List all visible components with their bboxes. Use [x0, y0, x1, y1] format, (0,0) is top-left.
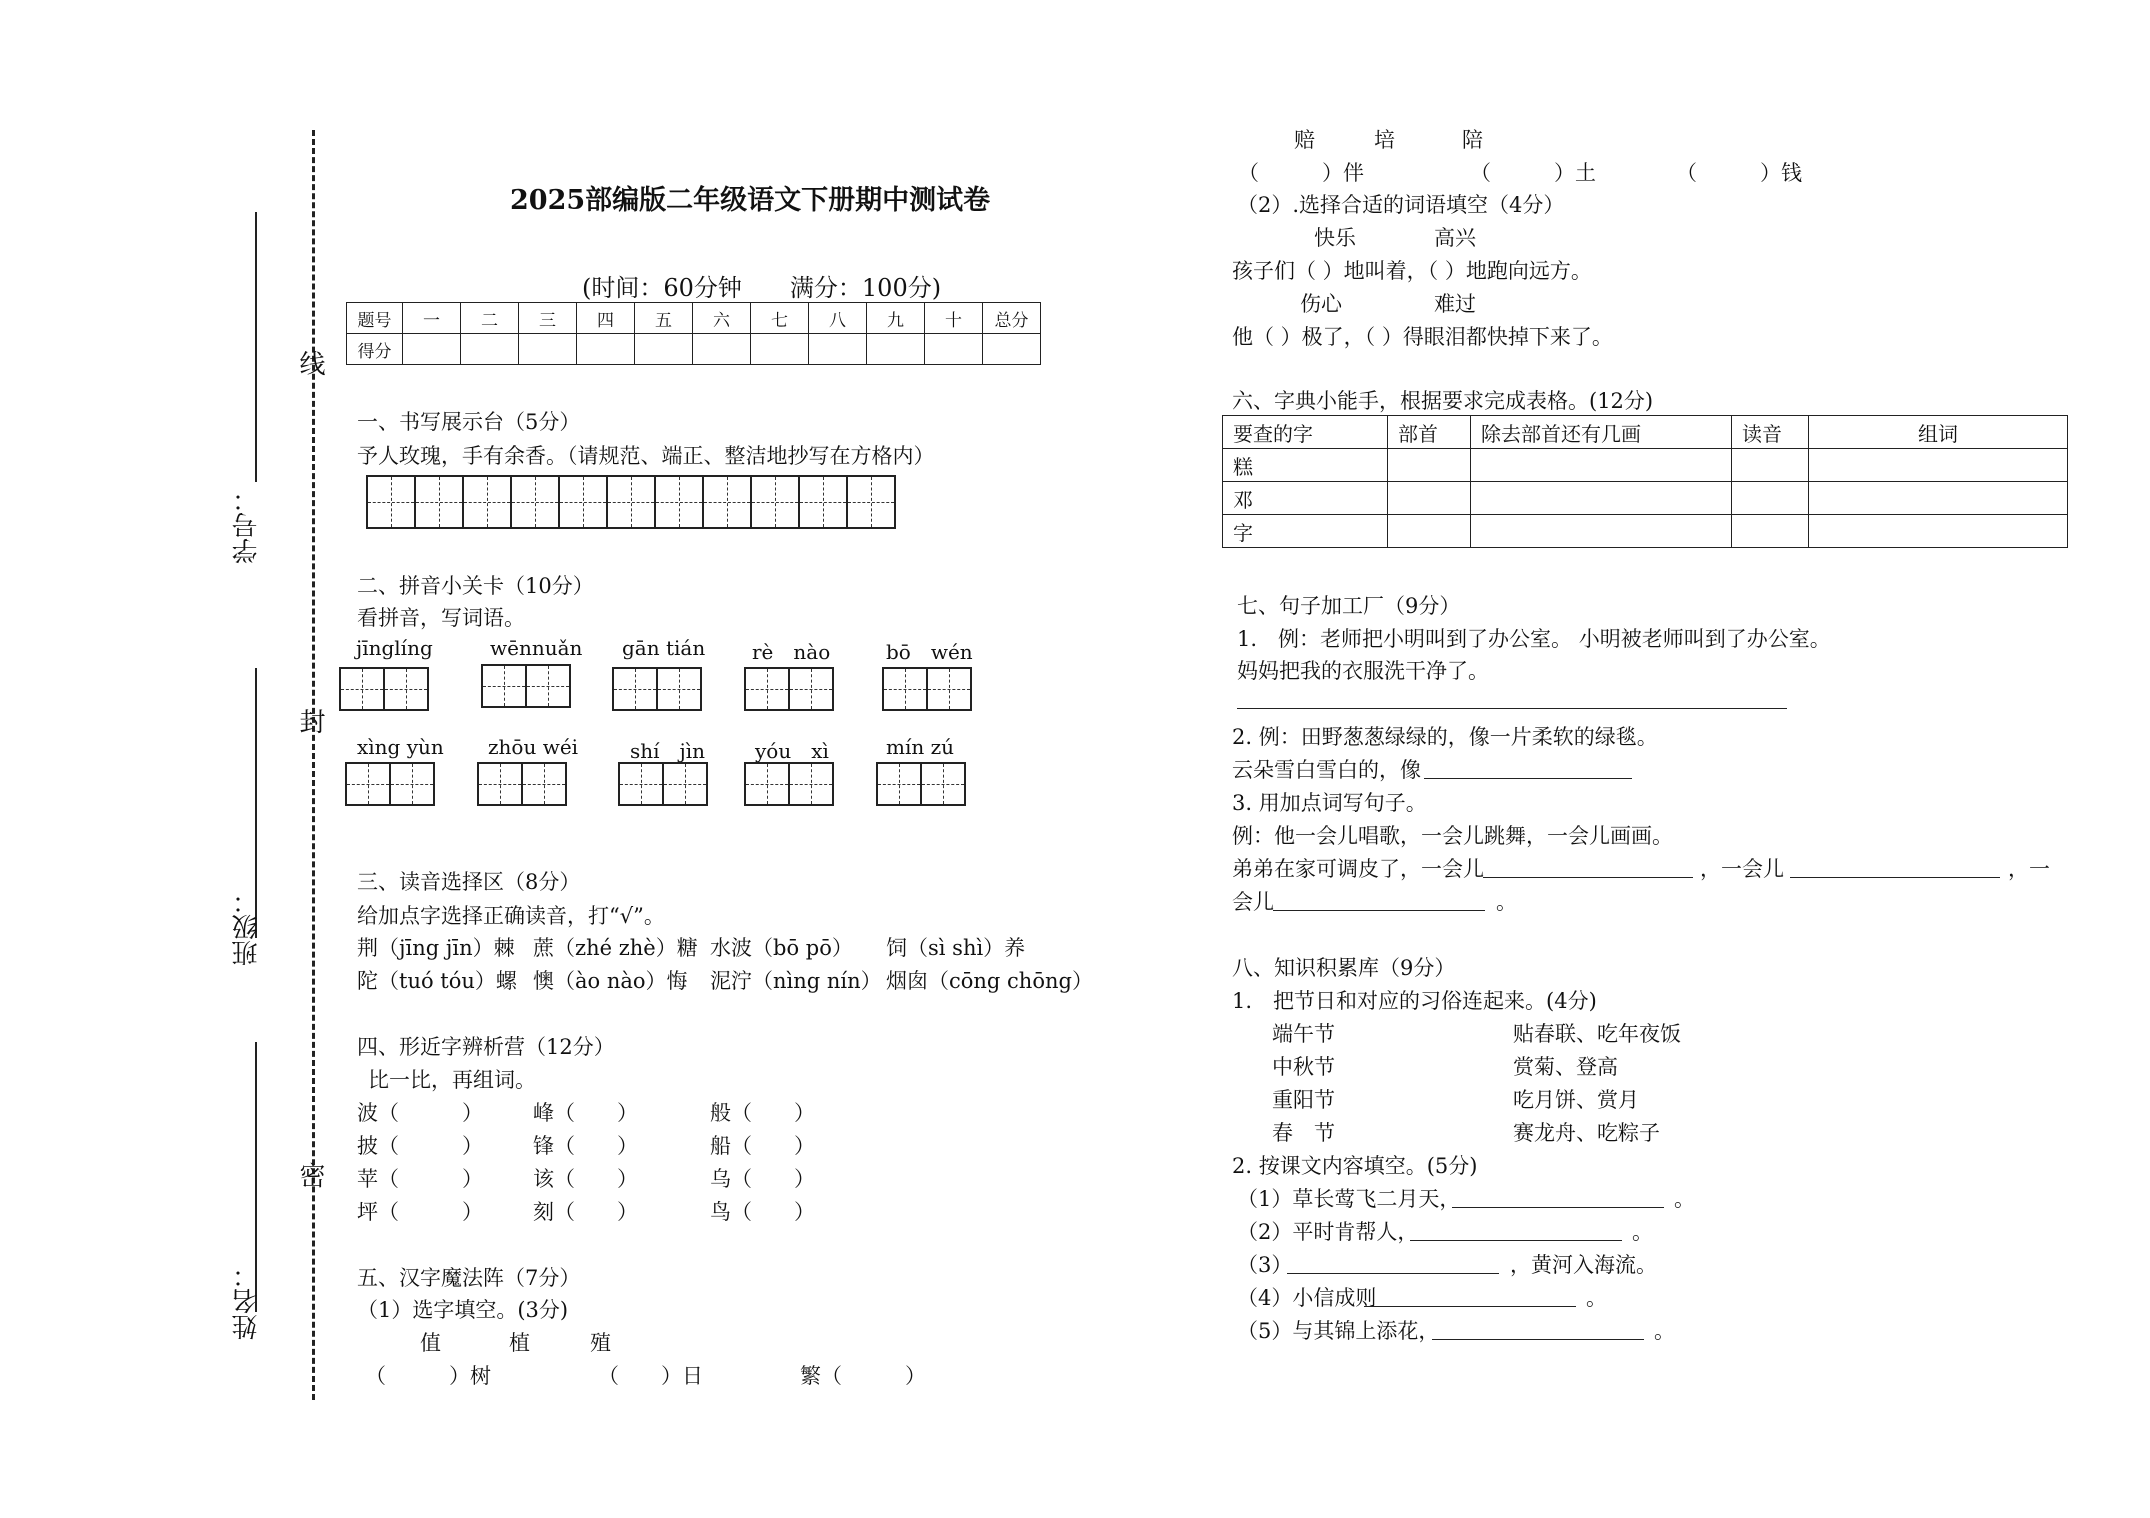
pinyin-label: xìng yùn	[357, 735, 444, 759]
char-blank[interactable]: （ ）伴	[1238, 161, 1364, 185]
dict-header-row	[1223, 416, 2068, 449]
answer-line[interactable]	[1410, 1240, 1622, 1241]
s3-text: 给加点字选择正确读音，打“√”。	[357, 904, 665, 928]
pinyin-answer-grid[interactable]	[483, 664, 571, 708]
score-header-cell: 三	[519, 303, 577, 334]
compare-item[interactable]: 船（ ）	[710, 1134, 815, 1158]
dict-cell[interactable]	[1809, 482, 2068, 515]
compare-item[interactable]: 该（ ）	[533, 1167, 638, 1191]
binding-dashed-line	[312, 130, 315, 1400]
compare-item[interactable]: 刻（ ）	[533, 1200, 638, 1224]
score-table	[346, 302, 1041, 365]
char-blank[interactable]: 繁（ ）	[800, 1364, 926, 1388]
score-header-cell: 七	[751, 303, 809, 334]
dict-cell[interactable]	[1471, 515, 1732, 548]
pinyin-label: rè nào	[752, 640, 831, 664]
pinyin-answer-grid[interactable]	[746, 762, 834, 806]
s7-q3: 3. 用加点词写句子。	[1232, 791, 1427, 815]
char-blank[interactable]: （ ）钱	[1676, 161, 1802, 185]
word-option: 高兴	[1434, 226, 1476, 250]
poem-line: （1）草长莺飞二月天，	[1237, 1187, 1461, 1211]
writing-cell[interactable]	[510, 475, 560, 529]
score-cell[interactable]	[635, 334, 693, 365]
pinyin-label: bō wén	[886, 640, 973, 664]
reading-item[interactable]: 荆（jīng jīn）棘	[357, 936, 515, 960]
writing-cell[interactable]	[750, 475, 800, 529]
score-cell[interactable]	[867, 334, 925, 365]
compare-item[interactable]: 披（ ）	[357, 1134, 483, 1158]
score-header-cell: 十	[925, 303, 983, 334]
poem-line: （5）与其锦上添花，	[1237, 1319, 1440, 1343]
poem-line: （3）	[1237, 1253, 1293, 1277]
binding-word-xian: 线	[295, 350, 325, 376]
char-blank[interactable]: （ ）日	[598, 1364, 703, 1388]
festival-item[interactable]: 春 节	[1272, 1121, 1335, 1145]
s7-q2-sentence: 云朵雪白雪白的，像	[1232, 758, 1421, 782]
score-cell[interactable]	[519, 334, 577, 365]
dict-cell[interactable]	[1388, 482, 1471, 515]
char-option: 赔	[1294, 128, 1315, 152]
s7-q3-sentence: 会儿	[1232, 890, 1274, 914]
poem-line-end: ，黄河入海流。	[1510, 1253, 1657, 1277]
writing-cell[interactable]	[366, 475, 416, 529]
dict-header: 组词	[1809, 416, 2068, 449]
compare-item[interactable]: 锋（ ）	[533, 1134, 638, 1158]
pinyin-answer-grid[interactable]	[614, 667, 702, 711]
s7-q2: 2. 例：田野葱葱绿绿的，像一片柔软的绿毯。	[1232, 725, 1658, 749]
dict-char: 邓	[1223, 482, 1388, 515]
char-blank[interactable]: （ ）树	[365, 1364, 491, 1388]
answer-line[interactable]	[1452, 1207, 1664, 1208]
festival-item[interactable]: 端午节	[1272, 1022, 1335, 1046]
writing-cell[interactable]	[654, 475, 704, 529]
s1-text: 予人玫瑰，手有余香。（请规范、端正、整洁地抄写在方格内）	[357, 444, 935, 468]
score-row	[347, 334, 1041, 365]
writing-cell[interactable]	[414, 475, 464, 529]
s7-q1: 1. 例：老师把小明叫到了办公室。 小明被老师叫到了办公室。	[1237, 627, 1831, 651]
dict-header: 部首	[1388, 416, 1471, 449]
s2-text: 看拼音，写词语。	[357, 606, 525, 630]
page-title: 2025部编版二年级语文下册期中测试卷	[510, 185, 991, 216]
compare-item[interactable]: 乌（ ）	[710, 1167, 815, 1191]
s6-title: 六、字典小能手，根据要求完成表格。(12分)	[1232, 389, 1654, 413]
fill-sentence[interactable]: 他（ ）极了，（ ）得眼泪都快掉下来了。	[1232, 325, 1613, 349]
fill-sentence[interactable]: 孩子们（ ）地叫着，（ ）地跑向远方。	[1232, 259, 1592, 283]
poem-line-end: 。	[1632, 1220, 1653, 1244]
student-no-line	[255, 212, 257, 482]
binding-word-mi: 密	[295, 1162, 325, 1188]
student-no-label: 学号：	[232, 486, 262, 564]
compare-item[interactable]: 波（ ）	[357, 1101, 483, 1125]
pinyin-answer-grid[interactable]	[341, 667, 429, 711]
dict-row	[1223, 449, 2068, 482]
pinyin-answer-grid[interactable]	[878, 762, 966, 806]
reading-item[interactable]: 陀（tuó tóu）螺	[357, 969, 517, 993]
writing-cell[interactable]	[798, 475, 848, 529]
score-cell[interactable]	[751, 334, 809, 365]
pinyin-answer-grid[interactable]	[746, 667, 834, 711]
s7-q3-sentence: 弟弟在家可调皮了，一会儿	[1232, 857, 1484, 881]
score-cell[interactable]	[577, 334, 635, 365]
dict-cell[interactable]	[1809, 515, 2068, 548]
dict-cell[interactable]	[1388, 449, 1471, 482]
writing-cell[interactable]	[606, 475, 656, 529]
s8-title: 八、知识积累库（9分）	[1232, 956, 1456, 980]
s1-writing-grid[interactable]	[368, 475, 896, 529]
compare-item[interactable]: 般（ ）	[710, 1101, 815, 1125]
dict-header: 要查的字	[1223, 416, 1388, 449]
score-cell[interactable]	[983, 334, 1041, 365]
score-header-cell: 总分	[983, 303, 1041, 334]
pinyin-answer-grid[interactable]	[347, 762, 435, 806]
festival-item[interactable]: 重阳节	[1272, 1088, 1335, 1112]
answer-line[interactable]	[1364, 1306, 1576, 1307]
score-cell[interactable]	[403, 334, 461, 365]
poem-line-end: 。	[1586, 1286, 1607, 1310]
pinyin-answer-grid[interactable]	[479, 762, 567, 806]
custom-item[interactable]: 贴春联、吃年夜饭	[1513, 1022, 1681, 1046]
score-header-row	[347, 303, 1041, 334]
score-header-cell: 五	[635, 303, 693, 334]
word-option: 伤心	[1300, 292, 1342, 316]
s7-q3-example: 例：他一会儿唱歌，一会儿跳舞，一会儿画画。	[1232, 824, 1673, 848]
dict-cell[interactable]	[1732, 515, 1809, 548]
score-header-cell: 二	[461, 303, 519, 334]
char-option: 陪	[1462, 128, 1483, 152]
binding-word-feng: 封	[295, 708, 325, 734]
s5-title: 五、汉字魔法阵（7分）	[357, 1266, 581, 1290]
writing-cell[interactable]	[558, 475, 608, 529]
poem-line: （4）小信成则	[1237, 1286, 1377, 1310]
pinyin-label: mín zú	[886, 735, 955, 759]
word-option: 快乐	[1314, 226, 1356, 250]
custom-item[interactable]: 吃月饼、赏月	[1513, 1088, 1639, 1112]
writing-cell[interactable]	[702, 475, 752, 529]
answer-line[interactable]	[1237, 708, 1787, 709]
custom-item[interactable]: 赛龙舟、吃粽子	[1513, 1121, 1660, 1145]
score-row-label: 得分	[347, 334, 403, 365]
compare-item[interactable]: 苹（ ）	[357, 1167, 483, 1191]
score-header-cell: 一	[403, 303, 461, 334]
dict-char: 糕	[1223, 449, 1388, 482]
dict-row	[1223, 482, 2068, 515]
pinyin-label: jīnglíng	[356, 636, 433, 660]
writing-cell[interactable]	[846, 475, 896, 529]
s7-q3-sentence: ，一会儿	[1700, 857, 1784, 881]
dict-char: 字	[1223, 515, 1388, 548]
dict-cell[interactable]	[1809, 449, 2068, 482]
poem-line-end: 。	[1674, 1187, 1695, 1211]
s7-q1-sentence: 妈妈把我的衣服洗干净了。	[1237, 659, 1489, 683]
poem-line-end: 。	[1654, 1319, 1675, 1343]
answer-line[interactable]	[1432, 1339, 1644, 1340]
s8-q2: 2. 按课文内容填空。(5分)	[1232, 1154, 1478, 1178]
answer-line[interactable]	[1483, 877, 1693, 878]
dict-header: 读音	[1732, 416, 1809, 449]
answer-line[interactable]	[1287, 1273, 1499, 1274]
score-header-cell: 题号	[347, 303, 403, 334]
compare-item[interactable]: 坪（ ）	[357, 1200, 483, 1224]
exam-info: (时间：60分钟 满分：100分)	[582, 274, 942, 302]
char-blank[interactable]: （ ）土	[1470, 161, 1596, 185]
compare-item[interactable]: 峰（ ）	[533, 1101, 638, 1125]
score-header-cell: 四	[577, 303, 635, 334]
dict-cell[interactable]	[1732, 482, 1809, 515]
pinyin-label: shí jìn	[630, 739, 706, 763]
score-header-cell: 九	[867, 303, 925, 334]
custom-item[interactable]: 赏菊、登高	[1513, 1055, 1618, 1079]
score-header-cell: 八	[809, 303, 867, 334]
s5-part1: （1）选字填空。(3分)	[357, 1298, 569, 1322]
answer-line[interactable]	[1273, 910, 1485, 911]
dict-row	[1223, 515, 2068, 548]
dict-cell[interactable]	[1471, 449, 1732, 482]
answer-line[interactable]	[1790, 877, 2000, 878]
class-label: 班级：	[232, 888, 262, 966]
score-cell[interactable]	[925, 334, 983, 365]
reading-item[interactable]: 烟囱（cōng chōng）	[886, 969, 1093, 993]
dict-header: 除去部首还有几画	[1471, 416, 1732, 449]
dict-cell[interactable]	[1388, 515, 1471, 548]
score-header-cell: 六	[693, 303, 751, 334]
pinyin-label: gān tián	[622, 636, 706, 660]
pinyin-label: wēnnuǎn	[490, 636, 583, 660]
s5-part2: （2）.选择合适的词语填空（4分）	[1237, 193, 1565, 217]
char-option: 培	[1374, 128, 1395, 152]
pinyin-label: zhōu wéi	[488, 735, 579, 759]
s7-title: 七、句子加工厂（9分）	[1237, 594, 1461, 618]
reading-item[interactable]: 饲（sì shì）养	[886, 936, 1026, 960]
s3-title: 三、读音选择区（8分）	[357, 870, 581, 894]
pinyin-answer-grid[interactable]	[620, 762, 708, 806]
writing-cell[interactable]	[462, 475, 512, 529]
score-cell[interactable]	[693, 334, 751, 365]
char-option: 植	[509, 1331, 530, 1355]
s2-title: 二、拼音小关卡（10分）	[357, 574, 594, 598]
answer-line[interactable]	[1424, 778, 1632, 779]
dict-cell[interactable]	[1732, 449, 1809, 482]
festival-item[interactable]: 中秋节	[1272, 1055, 1335, 1079]
word-option: 难过	[1434, 292, 1476, 316]
reading-item[interactable]: 蔗（zhé zhè）糖	[533, 936, 698, 960]
pinyin-answer-grid[interactable]	[884, 667, 972, 711]
score-cell[interactable]	[461, 334, 519, 365]
char-option: 殖	[590, 1331, 611, 1355]
pinyin-label: yóu xì	[755, 739, 829, 763]
s7-q3-sentence: ，一	[2008, 857, 2050, 881]
dict-cell[interactable]	[1471, 482, 1732, 515]
s4-text: 比一比，再组词。	[368, 1068, 536, 1092]
compare-item[interactable]: 鸟（ ）	[710, 1200, 815, 1224]
reading-item[interactable]: 懊（ào nào）悔	[533, 969, 688, 993]
score-cell[interactable]	[809, 334, 867, 365]
name-label: 姓名：	[232, 1262, 262, 1340]
s7-q3-sentence: 。	[1496, 890, 1517, 914]
poem-line: （2）平时肯帮人，	[1237, 1220, 1419, 1244]
s4-title: 四、形近字辨析营（12分）	[357, 1035, 615, 1059]
char-option: 值	[420, 1331, 441, 1355]
reading-item[interactable]: 水波（bō pō）	[710, 936, 853, 960]
s1-title: 一、书写展示台（5分）	[357, 410, 581, 434]
reading-item[interactable]: 泥泞（nìng nín）	[710, 969, 882, 993]
dictionary-table	[1222, 415, 2068, 548]
s8-q1: 1. 把节日和对应的习俗连起来。(4分)	[1232, 989, 1597, 1013]
